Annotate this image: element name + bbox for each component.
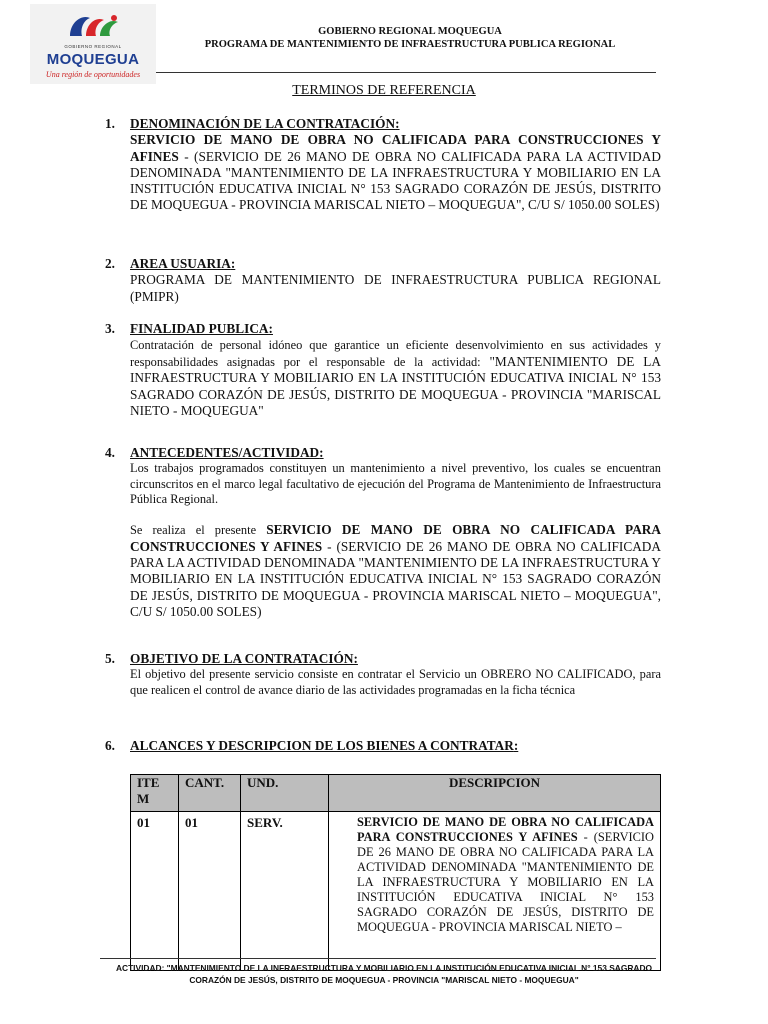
column-header-cant: CANT. <box>179 775 241 812</box>
section-number: 6. <box>105 738 115 753</box>
section-heading: ALCANCES Y DESCRIPCION DE LOS BIENES A CONTRATAR: <box>130 738 519 753</box>
section-body: Los trabajos programados constituyen un mantenimiento a nivel preventivo, los cuales se encuentran circunscritos en el marco legal facultativo de ejecución del Programa de Mantenimiento de Infraestructura Pública Regional. <box>130 461 661 507</box>
section-6 <box>105 738 661 754</box>
section-body: SERVICIO DE MANO DE OBRA NO CALIFICADA PARA CONSTRUCCIONES Y AFINES - (SERVICIO DE 26 MANO DE OBRA NO CALIFICADA PARA LA ACTIVIDAD DENOMINADA "MANTENIMIENTO DE LA INFRAESTRUCTURA Y MOBILIARIO EN LA INSTITUCIÓN EDUCATIVA INICIAL N° 153 SAGRADO CORAZÓN DE JESÚS, DISTRITO DE MOQUEGUA - PROVINCIA MARISCAL NIETO – MOQUEGUA", C/U S/ 1050.00 SOLES) <box>130 132 661 213</box>
logo-name: MOQUEGUA <box>46 51 140 68</box>
footer-divider <box>100 958 656 959</box>
section-2 <box>105 256 661 305</box>
column-header-und: UND. <box>241 775 329 812</box>
gobierno-regional-logo <box>30 4 156 84</box>
section-number: 2. <box>105 256 115 271</box>
section-4 <box>105 445 661 620</box>
cell-cant: 01 <box>179 812 241 971</box>
logo-small-text: GOBIERNO REGIONAL <box>64 44 122 49</box>
section-heading: ANTECEDENTES/ACTIVIDAD: <box>130 445 324 460</box>
section-number: 3. <box>105 321 115 336</box>
section-number: 4. <box>105 445 115 460</box>
section-heading: AREA USUARIA: <box>130 256 236 271</box>
section-heading: FINALIDAD PUBLICA: <box>130 321 273 336</box>
section-body-paragraph-2: Se realiza el presente SERVICIO DE MANO DE OBRA NO CALIFICADA PARA CONSTRUCCIONES Y AFINES - (SERVICIO DE 26 MANO DE OBRA NO CALIFICADA PARA LA ACTIVIDAD DENOMINADA "MANTENIMIENTO DE LA INFRAESTRUCTURA Y MOBILIARIO EN LA INSTITUCIÓN EDUCATIVA INICIAL N° 153 SAGRADO CORAZÓN DE JESÚS, DISTRITO DE MOQUEGUA - PROVINCIA MARISCAL NIETO – MOQUEGUA", C/U S/ 1050.00 SOLES) <box>130 522 662 619</box>
header-line-2: PROGRAMA DE MANTENIMIENTO DE INFRAESTRUCTURA PUBLICA REGIONAL <box>204 39 616 50</box>
header-line-1: GOBIERNO REGIONAL MOQUEGUA <box>318 26 502 37</box>
section-heading: DENOMINACIÓN DE LA CONTRATACIÓN: <box>130 116 400 131</box>
cell-und: SERV. <box>241 812 329 971</box>
footer-line-2: CORAZÓN DE JESÚS, DISTRITO DE MOQUEGUA - PROVINCIA "MARISCAL NIETO - MOQUEGUA" <box>189 974 579 985</box>
footer-line-1: ACTIVIDAD: "MANTENIMIENTO DE LA INFRAESTRUCTURA Y MOBILIARIO EN LA INSTITUCIÓN EDUCATIVA INICIAL N° 153 SAGRADO <box>115 963 653 973</box>
column-header-item: ITE M <box>131 775 179 812</box>
section-3 <box>105 321 661 419</box>
cell-item: 01 <box>131 812 179 971</box>
items-table <box>130 774 661 971</box>
table-row <box>131 812 661 971</box>
section-body: Contratación de personal idóneo que garantice un eficiente desenvolvimiento en sus actividades y responsabilidades asignadas por el responsable de la actividad: "MANTENIMIENTO DE LA INFRAESTRUCTURA Y MOBILIARIO EN LA INSTITUCIÓN EDUCATIVA INICIAL N° 153 SAGRADO CORAZÓN DE JESÚS, DISTRITO DE MOQUEGUA - PROVINCIA "MARISCAL NIETO - MOQUEGUA" <box>130 338 661 419</box>
section-body: PROGRAMA DE MANTENIMIENTO DE INFRAESTRUCTURA PUBLICA REGIONAL (PMIPR) <box>130 272 661 304</box>
document-title: TERMINOS DE REFERENCIA <box>292 83 476 98</box>
header-divider <box>156 72 656 73</box>
section-number: 5. <box>105 651 115 666</box>
footer <box>100 963 668 986</box>
table-header-row <box>131 775 661 812</box>
section-number: 1. <box>105 116 115 131</box>
column-header-descripcion: DESCRIPCION <box>329 775 661 812</box>
section-heading: OBJETIVO DE LA CONTRATACIÓN: <box>130 651 358 666</box>
section-5 <box>105 651 661 698</box>
logo-tagline: Una región de oportunidades <box>45 70 141 79</box>
section-body: El objetivo del presente servicio consiste en contratar el Servicio un OBRERO NO CALIFICADO, para que realicen el control de avance diario de las actividades programadas en la ficha técnica <box>130 667 661 697</box>
section-1 <box>105 116 661 214</box>
cell-descripcion: SERVICIO DE MANO DE OBRA NO CALIFICADA PARA CONSTRUCCIONES Y AFINES - (SERVICIO DE 26 MANO DE OBRA NO CALIFICADA PARA LA ACTIVIDAD DENOMINADA "MANTENIMIENTO DE LA INFRAESTRUCTURA Y MOBILIARIO EN LA INSTITUCIÓN EDUCATIVA INICIAL N° 153 SAGRADO CORAZÓN DE JESÚS, DISTRITO DE MOQUEGUA - PROVINCIA MARISCAL NIETO – <box>329 812 661 971</box>
